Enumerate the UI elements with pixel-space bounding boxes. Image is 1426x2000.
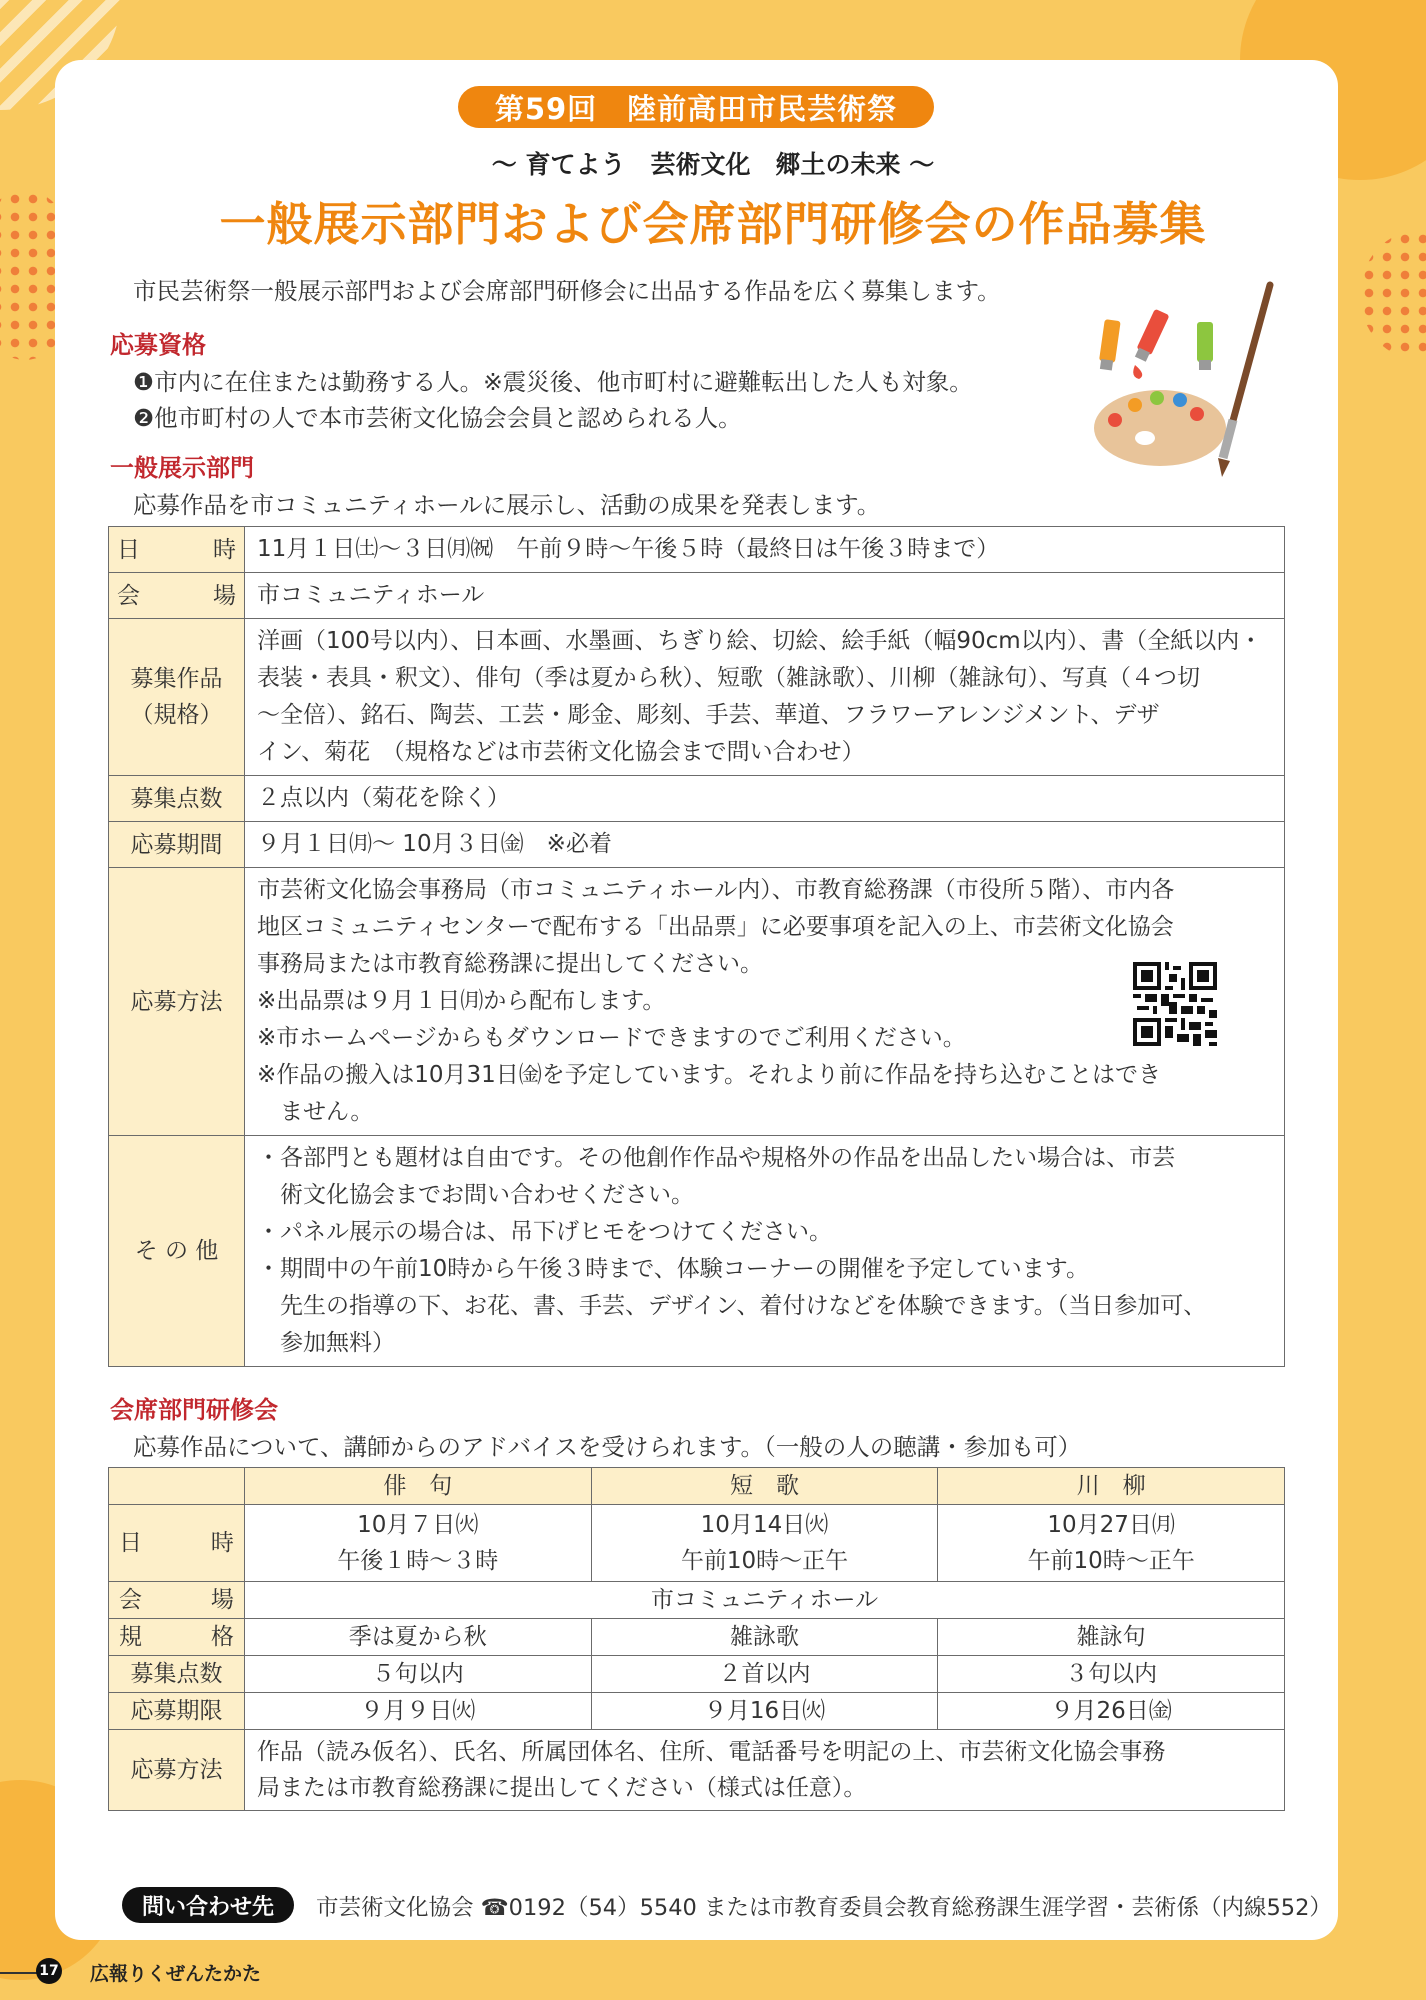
column-header: 川 柳	[938, 1468, 1285, 1505]
table-row	[109, 1505, 1285, 1582]
works-value: 洋画（100号以内）、日本画、水墨画、ちぎり絵、切絵、絵手紙（幅90cm以内）、書（全紙以内・ 表装・表具・釈文）、俳句（季は夏から秋）、短歌（雑詠歌）、川柳（雑詠句）、写真（４つ切 〜全倍）、銘石、陶芸、工芸・彫金、彫刻、手芸、華道、フラワーアレンジメント、デザ イン、菊花 （規格などは市芸術文化協会まで問い合わせ）	[245, 619, 1285, 776]
table-header-row	[109, 1468, 1285, 1505]
page-title: 一般展示部門および会席部門研修会の作品募集	[219, 197, 1207, 251]
row-label: 規 格	[109, 1619, 245, 1656]
general-desc: 応募作品を市コミュニティホールに展示し、活動の成果を発表します。	[133, 491, 881, 519]
table-cell: 季は夏から秋	[244, 1619, 591, 1656]
other-value: ・各部門とも題材は自由です。その他創作作品や規格外の作品を出品したい場合は、市芸 術文化協会までお問い合わせください。 ・パネル展示の場合は、吊下げヒモをつけてください。 ・期間中の午前10時から午後３時まで、体験コーナーの開催を予定しています。 先生の指導の下、お花、書、手芸、デザイン、着付けなどを体験できます。（当日参加可、 参加無料）	[245, 1136, 1285, 1367]
kaiseki-desc: 応募作品について、講師からのアドバイスを受けられます。（一般の人の聴講・参加も可）	[133, 1433, 1082, 1461]
row-label: 応募期限	[109, 1693, 245, 1730]
row-label: 会 場	[109, 573, 245, 619]
table-cell: ９月16日㈫	[591, 1693, 938, 1730]
table-cell: 10月14日㈫ 午前10時〜正午	[591, 1505, 938, 1582]
table-row	[109, 527, 1285, 573]
table-row	[109, 1619, 1285, 1656]
general-table	[108, 526, 1285, 1367]
table-row	[109, 868, 1285, 1136]
page-number: 17	[36, 1958, 62, 1984]
page-subtitle: 〜 育てよう 芸術文化 郷土の未来 〜	[491, 150, 935, 179]
inquiry-text: 市芸術文化協会 ☎0192（54）5540 または市教育委員会教育総務課生涯学習・芸術係（内線552）	[316, 1895, 1332, 1921]
table-row	[109, 822, 1285, 868]
table-row	[109, 776, 1285, 822]
corner-cell	[109, 1468, 245, 1505]
table-cell: ５句以内	[244, 1656, 591, 1693]
eligibility-item: ❷他市町村の人で本市芸術文化協会会員と認められる人。	[133, 404, 742, 432]
table-row	[109, 1582, 1285, 1619]
table-cell: 作品（読み仮名）、氏名、所属団体名、住所、電話番号を明記の上、市芸術文化協会事務 局または市教育総務課に提出してください（様式は任意）。	[244, 1730, 1284, 1811]
publication-name: 広報りくぜんたかた	[90, 1963, 262, 1985]
festival-pill: 第59回 陸前高田市民芸術祭	[458, 86, 934, 128]
row-label: 応募方法	[109, 868, 245, 1136]
table-row	[109, 619, 1285, 776]
period-value: ９月１日㈪〜 10月３日㈮ ※必着	[245, 822, 1285, 868]
table-cell: ９月９日㈫	[244, 1693, 591, 1730]
table-cell: ３句以内	[938, 1656, 1285, 1693]
venue-value: 市コミュニティホール	[245, 573, 1285, 619]
row-label: 募集点数	[109, 1656, 245, 1693]
table-cell: 雑詠句	[938, 1619, 1285, 1656]
row-label: 応募期間	[109, 822, 245, 868]
table-row	[109, 1730, 1285, 1811]
method-value: 市芸術文化協会事務局（市コミュニティホール内）、市教育総務課（市役所５階）、市内各 地区コミュニティセンターで配布する「出品票」に必要事項を記入の上、市芸術文化協会 事務局または市教育総務課に提出してください。 ※出品票は９月１日㈪から配布します。 ※市ホームページからもダウンロードできますのでご利用ください。 ※作品の搬入は10月31日㈮を予定しています。それより前に作品を持ち込むことはでき ません。	[245, 868, 1285, 1136]
column-header: 短 歌	[591, 1468, 938, 1505]
datetime-value: 11月１日㈯〜３日㈪㈷ 午前９時〜午後５時（最終日は午後３時まで）	[245, 527, 1285, 573]
count-value: ２点以内（菊花を除く）	[245, 776, 1285, 822]
kaiseki-table	[108, 1467, 1285, 1811]
table-row	[109, 1656, 1285, 1693]
row-label: 募集点数	[109, 776, 245, 822]
row-label: 応募方法	[109, 1730, 245, 1811]
table-row	[109, 573, 1285, 619]
row-label: 日 時	[109, 1505, 245, 1582]
footer-divider	[0, 1972, 40, 1974]
eligibility-heading: 応募資格	[110, 331, 206, 359]
general-heading: 一般展示部門	[110, 454, 254, 482]
table-cell: 10月７日㈫ 午後１時〜３時	[244, 1505, 591, 1582]
table-cell: 市コミュニティホール	[244, 1582, 1284, 1619]
row-label: そ の 他	[109, 1136, 245, 1367]
eligibility-item: ❶市内に在住または勤務する人。※震災後、他市町村に避難転出した人も対象。	[133, 368, 973, 396]
paint-palette-icon	[1085, 280, 1285, 480]
qr-code-icon[interactable]	[1133, 962, 1217, 1046]
row-label: 会 場	[109, 1582, 245, 1619]
row-label: 募集作品 （規格）	[109, 619, 245, 776]
column-header: 俳 句	[244, 1468, 591, 1505]
table-cell: ９月26日㈮	[938, 1693, 1285, 1730]
table-row	[109, 1693, 1285, 1730]
table-cell: 10月27日㈪ 午前10時〜正午	[938, 1505, 1285, 1582]
inquiry-badge: 問い合わせ先	[122, 1887, 294, 1923]
table-cell: 雑詠歌	[591, 1619, 938, 1656]
table-cell: ２首以内	[591, 1656, 938, 1693]
row-label: 日 時	[109, 527, 245, 573]
kaiseki-heading: 会席部門研修会	[110, 1396, 278, 1424]
table-row	[109, 1136, 1285, 1367]
intro-text: 市民芸術祭一般展示部門および会席部門研修会に出品する作品を広く募集します。	[133, 277, 1001, 305]
